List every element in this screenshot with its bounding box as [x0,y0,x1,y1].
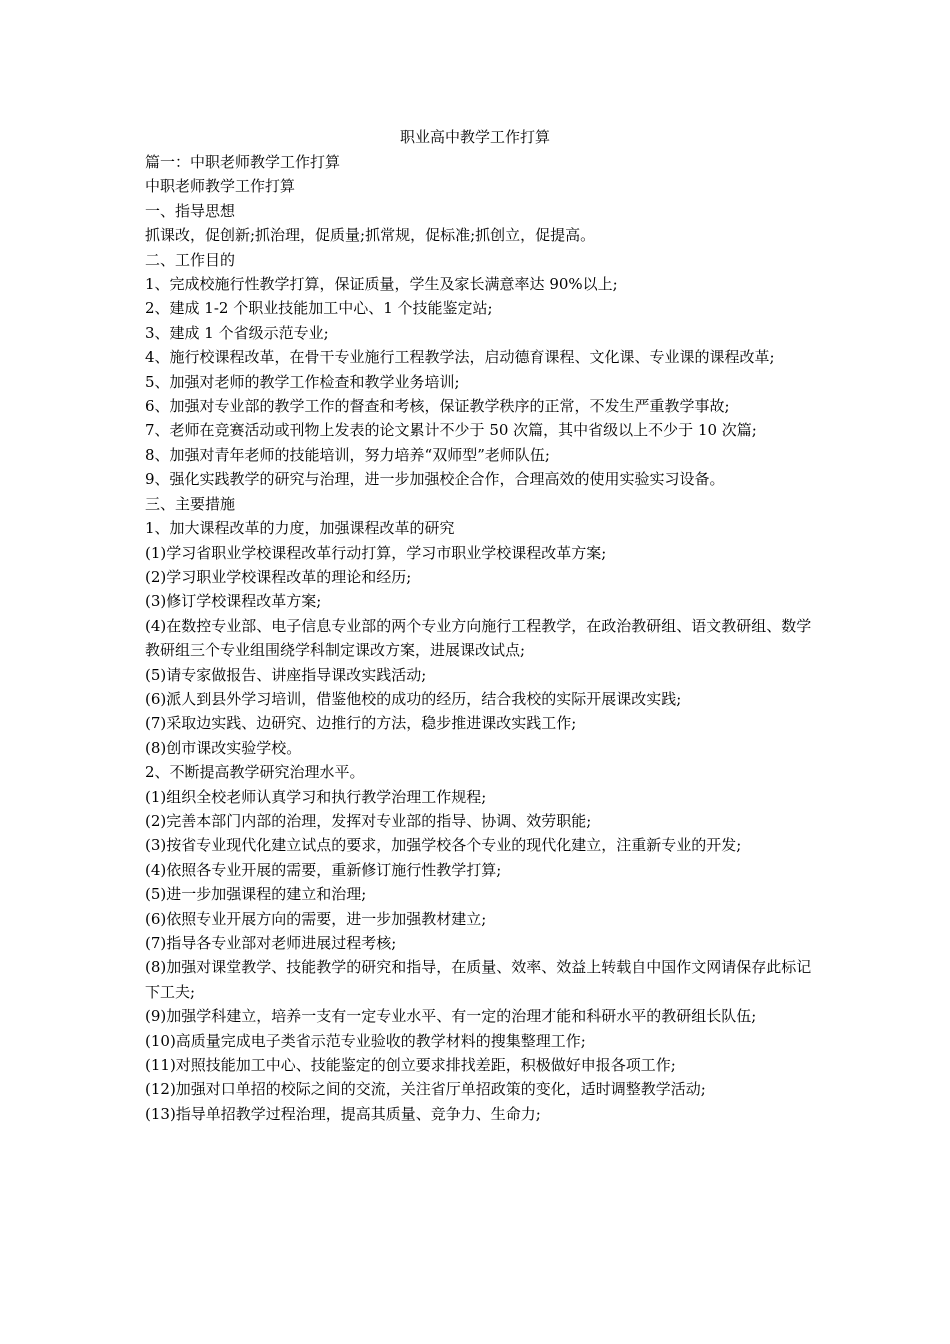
paragraph-line: (10)高质量完成电子类省示范专业验收的教学材料的搜集整理工作; [145,1031,586,1050]
paragraph-line: (8)创市课改实验学校。 [145,738,302,757]
document-title: 职业高中教学工作打算 [399,128,550,146]
paragraph-line: (13)指导单招教学过程治理，提高其质量、竞争力、生命力; [145,1104,541,1123]
paragraph-line: (6)依照专业开展方向的需要，进一步加强教材建立; [145,909,487,928]
paragraph-line: 9、强化实践教学的研究与治理，进一步加强校企合作，合理高效的使用实验实习设备。 [145,470,725,489]
paragraph-line: (7)指导各专业部对老师进展过程考核; [145,934,397,952]
paragraph-line: (1)学习省职业学校课程改革行动打算，学习市职业学校课程改革方案; [145,543,607,562]
paragraph-line: 二、工作目的 [145,250,236,269]
paragraph-line: (6)派人到县外学习培训，借鉴他校的成功的经历，结合我校的实际开展课改实践; [145,689,682,708]
paragraph-line: 4、施行校课程改革，在骨干专业施行工程教学法，启动德育课程、文化课、专业课的课程改革; [145,348,775,367]
paragraph-line: 2、建成 1-2 个职业技能加工中心、1 个技能鉴定站; [145,299,493,318]
paragraph-line: (1)组织全校老师认真学习和执行教学治理工作规程; [145,787,487,806]
document-body [145,150,815,1126]
paragraph-line: 中职老师教学工作打算 [145,177,296,196]
paragraph-line: 一、指导思想 [145,201,236,220]
paragraph-line: 6、加强对专业部的教学工作的督查和考核，保证教学秩序的正常，不发生严重教学事故; [145,397,730,416]
paragraph-line: 8、加强对青年老师的技能培训，努力培养“双师型”老师队伍; [145,445,550,464]
paragraph-line: 5、加强对老师的教学工作检查和教学业务培训; [145,372,460,391]
paragraph-line: (2)完善本部门内部的治理，发挥对专业部的指导、协调、效劳职能; [145,811,592,830]
paragraph-line: 1、完成校施行性教学打算，保证质量，学生及家长满意率达 90%以上; [145,275,618,294]
paragraph-line: (5)进一步加强课程的建立和治理; [145,885,367,904]
paragraph-line: 1、加大课程改革的力度，加强课程改革的研究 [145,519,455,538]
paragraph-line: (5)请专家做报告、讲座指导课改实践活动; [145,665,427,684]
paragraph-line: (2)学习职业学校课程改革的理论和经历; [145,567,412,586]
paragraph-line: 7、老师在竞赛活动或刊物上发表的论文累计不少于 50 次篇，其中省级以上不少于 10 次篇; [145,421,757,440]
paragraph-line: 抓课改，促创新;抓治理，促质量;抓常规，促标准;抓创立，促提高。 [145,226,596,245]
paragraph-line: 篇一：中职老师教学工作打算 [145,153,341,171]
paragraph-line: (4)在数控专业部、电子信息专业部的两个专业方向施行工程教学，在政治教研组、语文教研组、数学教研组三个专业组围绕学科制定课改方案，进展课改试点; [145,616,812,660]
paragraph-line: (4)依照各专业开展的需要，重新修订施行性教学打算; [145,860,502,879]
paragraph-line: (3)修订学校课程改革方案; [145,592,322,611]
paragraph-line: (12)加强对口单招的校际之间的交流，关注省厅单招政策的变化，适时调整教学活动; [145,1080,706,1099]
paragraph-line: (11)对照技能加工中心、技能鉴定的创立要求排找差距，积极做好申报各项工作; [145,1056,676,1075]
paragraph-line: 2、不断提高教学研究治理水平。 [145,763,365,782]
paragraph-line: (9)加强学科建立，培养一支有一定专业水平、有一定的治理才能和科研水平的教研组长队伍; [145,1007,757,1026]
paragraph-line: (3)按省专业现代化建立试点的要求，加强学校各个专业的现代化建立，注重新专业的开发; [145,836,742,855]
paragraph-line: (8)加强对课堂教学、技能教学的研究和指导，在质量、效率、效益上转载自中国作文网请保存此标记下工夫; [145,958,812,1001]
paragraph-line: 三、主要措施 [145,494,236,513]
paragraph-line: (7)采取边实践、边研究、边推行的方法，稳步推进课改实践工作; [145,714,577,733]
paragraph-line: 3、建成 1 个省级示范专业; [145,323,329,342]
